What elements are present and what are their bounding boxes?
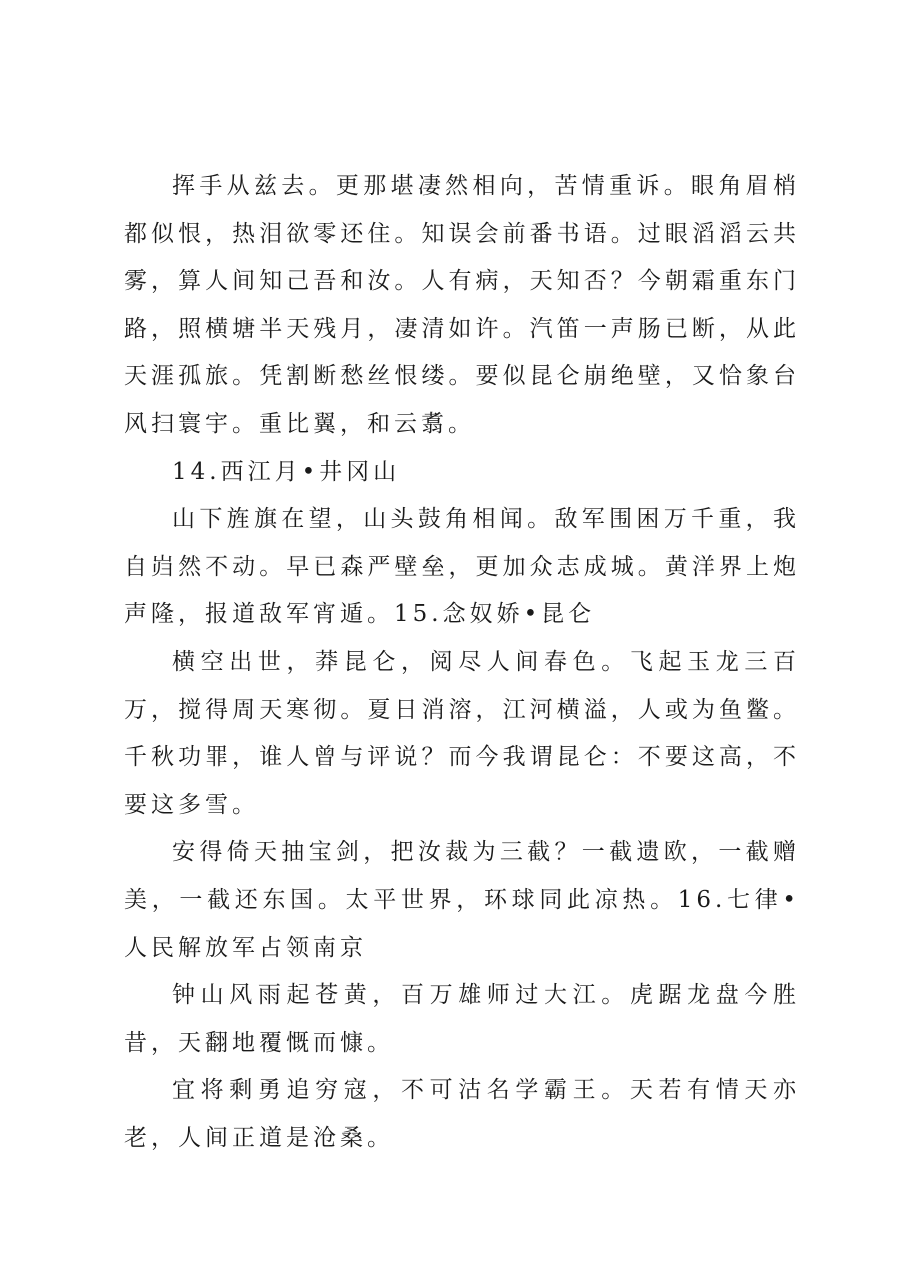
heading-14-xijiangyue-jinggangshan: 14.西江月•井冈山: [172, 458, 401, 485]
paragraph-kunlun-part2: 安得倚天抽宝剑，把汝裁为三截？一截遗欧，一截赠美，一截还东国。太平世界，环球同此凉热。16.七律•人民解放军占领南京: [124, 839, 800, 961]
paragraph-nanjing-part2: 宜将剩勇追穷寇，不可沽名学霸王。天若有情天亦老，人间正道是沧桑。: [124, 1077, 800, 1151]
paragraph-jinggangshan: 山下旌旗在望，山头鼓角相闻。敌军围困万千重，我自岿然不动。早已森严壁垒，更加众志成城。黄洋界上炮声隆，报道敌军宵遁。15.念奴娇•昆仑: [124, 506, 800, 628]
paragraph-kunlun-part1: 横空出世，莽昆仑，阅尽人间春色。飞起玉龙三百万，搅得周天寒彻。夏日消溶，江河横溢，人或为鱼鳖。千秋功罪，谁人曾与评说？而今我谓昆仑：不要这高，不要这多雪。: [124, 648, 800, 818]
document-body: [124, 163, 800, 1162]
paragraph-poem-continuation: 挥手从兹去。更那堪凄然相向，苦情重诉。眼角眉梢都似恨，热泪欲零还住。知误会前番书语。过眼滔滔云共雾，算人间知己吾和汝。人有病，天知否？今朝霜重东门路，照横塘半天残月，凄清如许。汽笛一声肠已断，从此天涯孤旅。凭割断愁丝恨缕。要似昆仑崩绝壁，又恰象台风扫寰宇。重比翼，和云翥。: [124, 173, 800, 437]
paragraph-nanjing-part1: 钟山风雨起苍黄，百万雄师过大江。虎踞龙盘今胜昔，天翻地覆慨而慷。: [124, 982, 800, 1056]
